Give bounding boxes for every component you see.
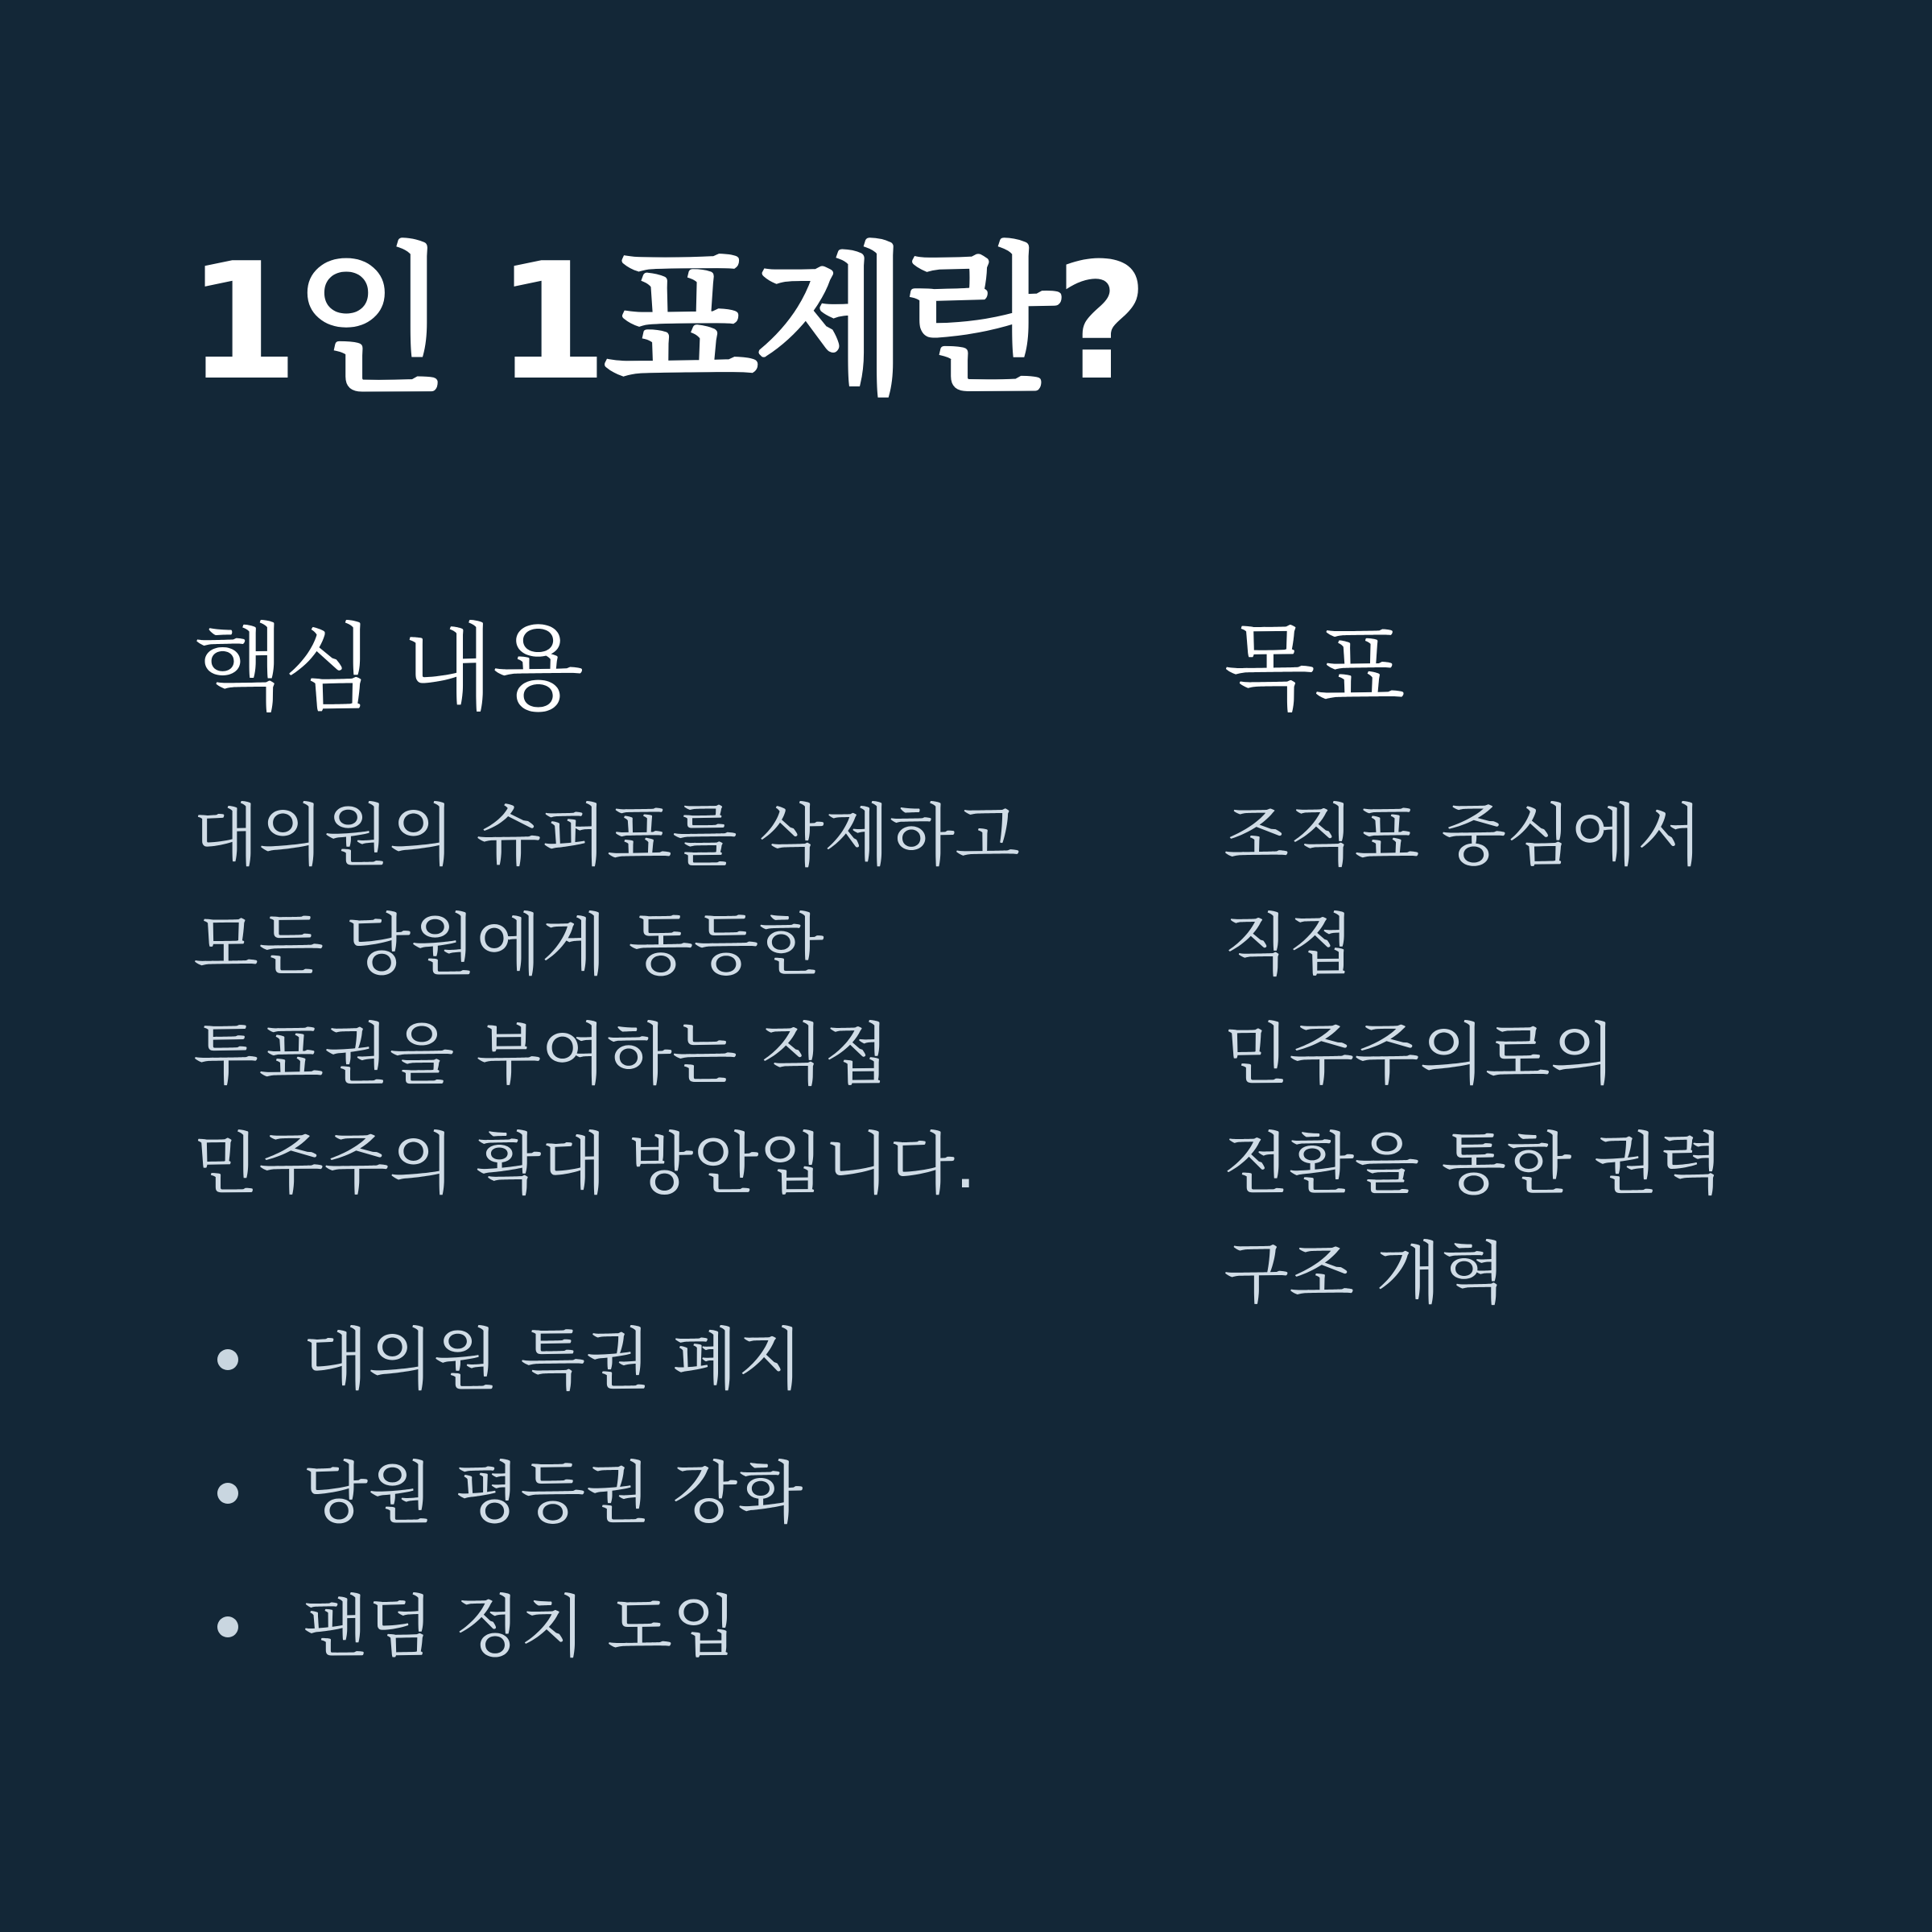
bullet-text: 대의원 특권 폐지 — [303, 1320, 803, 1399]
core-content-heading: 핵심 내용 — [193, 613, 583, 724]
bullet-text: 팬덤 정치 도입 — [303, 1587, 738, 1666]
bullet-dot-icon — [217, 1616, 238, 1637]
goal-heading: 목표 — [1224, 613, 1404, 724]
core-content-paragraph: 대의원의 슈퍼표를 삭제하고 모든 당원에게 동등한 투표권을 부여하는 직접 민주주의 확대 방안입니다. — [193, 796, 1021, 1203]
core-content-section — [193, 612, 1030, 1694]
bullet-item-1 — [193, 1293, 1030, 1426]
bullet-item-2 — [193, 1426, 1030, 1560]
bullet-dot-icon — [217, 1483, 238, 1504]
page-title: 1인 1표제란? — [187, 229, 1144, 416]
goal-section — [1224, 612, 1739, 1328]
core-bullet-list — [193, 1293, 1030, 1694]
bullet-text: 당원 평등권 강화 — [303, 1454, 803, 1533]
bullet-item-3 — [193, 1560, 1030, 1694]
goal-paragraph: 조직표 중심에서 직접 민주주의로의 전환을 통한 권력 구조 개혁 — [1224, 796, 1724, 1313]
bullet-dot-icon — [217, 1349, 238, 1370]
